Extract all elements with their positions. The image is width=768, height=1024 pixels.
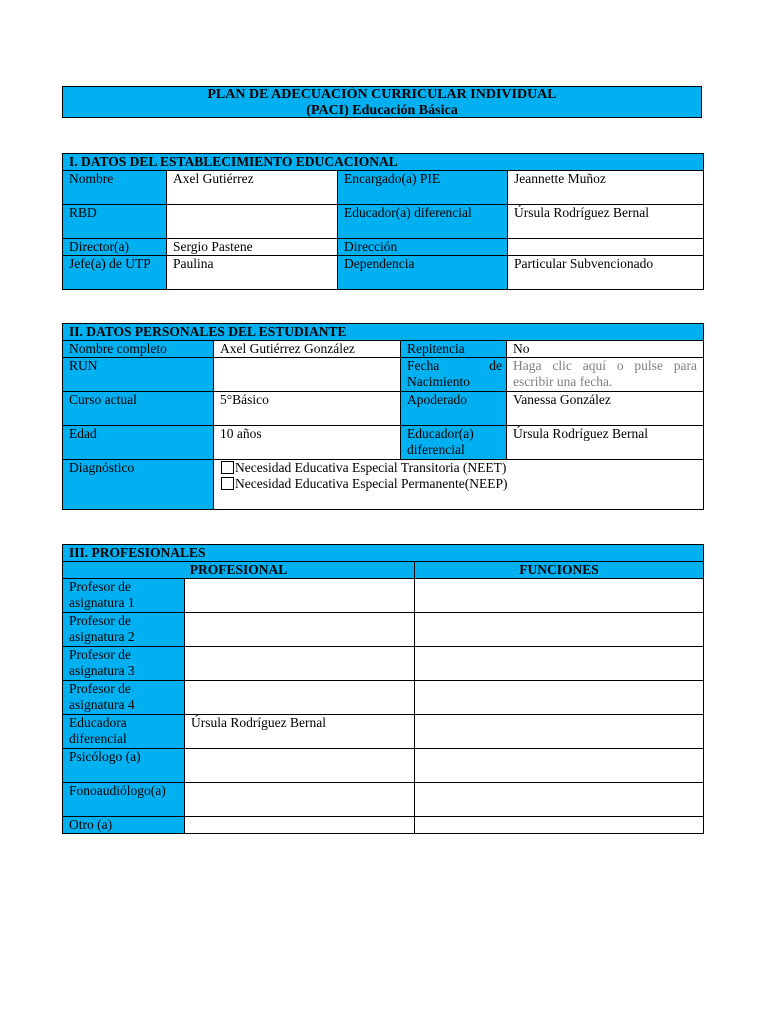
- role-label: Otro (a): [63, 817, 185, 834]
- table-row: [63, 681, 704, 715]
- diagnostico-label: Diagnóstico: [63, 460, 214, 510]
- professional-name[interactable]: [185, 613, 415, 647]
- professional-name[interactable]: [185, 647, 415, 681]
- student-table: [62, 323, 704, 510]
- table-row: [63, 715, 704, 749]
- neep-option[interactable]: [221, 476, 703, 492]
- professional-name[interactable]: [185, 783, 415, 817]
- section1-heading: I. DATOS DEL ESTABLECIMIENTO EDUCACIONAL: [63, 154, 704, 171]
- nombre-completo-label: Nombre completo: [63, 341, 214, 358]
- diagnostico-options: [214, 460, 704, 510]
- role-label: Psicólogo (a): [63, 749, 185, 783]
- title-line-2: (PACI) Educación Básica: [306, 103, 458, 118]
- educador-label-line2: diferencial: [407, 442, 465, 457]
- neep-label: Necesidad Educativa Especial Permanente(NEEP): [235, 476, 508, 491]
- educador-label: Educador(a) diferencial: [338, 205, 508, 239]
- role-label: Profesor de asignatura 1: [63, 579, 185, 613]
- neep-checkbox[interactable]: [221, 477, 234, 490]
- educador-label-line1: Educador(a): [407, 426, 474, 441]
- rbd-label: RBD: [63, 205, 167, 239]
- encargado-label: Encargado(a) PIE: [338, 171, 508, 205]
- section2-heading: II. DATOS PERSONALES DEL ESTUDIANTE: [63, 324, 704, 341]
- section3-heading: III. PROFESIONALES: [63, 545, 704, 562]
- neet-option[interactable]: [221, 460, 703, 476]
- educador-diferencial-label: [401, 426, 507, 460]
- curso-label: Curso actual: [63, 392, 214, 426]
- edad-value[interactable]: 10 años: [214, 426, 401, 460]
- rbd-value[interactable]: [167, 205, 338, 239]
- dependencia-value[interactable]: Particular Subvencionado: [508, 256, 704, 290]
- title-line-1: PLAN DE ADECUACIÓN CURRICULAR INDIVIDUAL: [207, 87, 557, 102]
- professional-name[interactable]: Úrsula Rodríguez Bernal: [185, 715, 415, 749]
- professional-functions[interactable]: [415, 817, 704, 834]
- column-header-profesional: PROFESIONAL: [63, 562, 415, 579]
- column-header-funciones: FUNCIONES: [415, 562, 704, 579]
- professionals-table: [62, 544, 704, 834]
- jefe-utp-label: Jefe(a) de UTP: [63, 256, 167, 290]
- table-row: [63, 817, 704, 834]
- professional-functions[interactable]: [415, 681, 704, 715]
- nombre-label: Nombre: [63, 171, 167, 205]
- role-label: Educadora diferencial: [63, 715, 185, 749]
- professional-functions[interactable]: [415, 647, 704, 681]
- dependencia-label: Dependencia: [338, 256, 508, 290]
- neet-label: Necesidad Educativa Especial Transitoria (NEET): [235, 460, 507, 475]
- educador-value[interactable]: Úrsula Rodríguez Bernal: [508, 205, 704, 239]
- nombre-completo-value[interactable]: Axel Gutiérrez González: [214, 341, 401, 358]
- table-row: [63, 613, 704, 647]
- establishment-table: [62, 153, 704, 290]
- table-row: [63, 647, 704, 681]
- run-value[interactable]: [214, 358, 401, 392]
- table-row: [63, 783, 704, 817]
- professional-functions[interactable]: [415, 715, 704, 749]
- table-row: [63, 579, 704, 613]
- neet-checkbox[interactable]: [221, 461, 234, 474]
- run-label: RUN: [63, 358, 214, 392]
- professional-functions[interactable]: [415, 783, 704, 817]
- role-label: Profesor de asignatura 4: [63, 681, 185, 715]
- professional-functions[interactable]: [415, 749, 704, 783]
- director-label: Director(a): [63, 239, 167, 256]
- role-label: Fonoaudiólogo(a): [63, 783, 185, 817]
- professional-name[interactable]: [185, 681, 415, 715]
- table-row: [63, 749, 704, 783]
- apoderado-label: Apoderado: [401, 392, 507, 426]
- fecha-label-word: Fecha: [407, 358, 440, 373]
- fecha-nacimiento-date-picker[interactable]: Haga clic aquí o pulse para escribir una fecha.: [507, 358, 704, 392]
- role-label: Profesor de asignatura 3: [63, 647, 185, 681]
- professional-name[interactable]: [185, 749, 415, 783]
- professional-name[interactable]: [185, 817, 415, 834]
- role-label: Profesor de asignatura 2: [63, 613, 185, 647]
- repitencia-label: Repitencia: [401, 341, 507, 358]
- fecha-label-de: de: [489, 358, 502, 373]
- fecha-label-nacimiento: Nacimiento: [407, 374, 470, 389]
- encargado-value[interactable]: Jeannette Muñoz: [508, 171, 704, 205]
- direccion-value[interactable]: [508, 239, 704, 256]
- document-title: [62, 86, 702, 118]
- fecha-nacimiento-label: [401, 358, 507, 392]
- jefe-utp-value[interactable]: Paulina: [167, 256, 338, 290]
- educador-diferencial-value[interactable]: Úrsula Rodríguez Bernal: [507, 426, 704, 460]
- direccion-label: Dirección: [338, 239, 508, 256]
- repitencia-value[interactable]: No: [507, 341, 704, 358]
- director-value[interactable]: Sergio Pastene: [167, 239, 338, 256]
- apoderado-value[interactable]: Vanessa González: [507, 392, 704, 426]
- professional-functions[interactable]: [415, 613, 704, 647]
- nombre-value[interactable]: Axel Gutiérrez: [167, 171, 338, 205]
- edad-label: Edad: [63, 426, 214, 460]
- curso-value[interactable]: 5°Básico: [214, 392, 401, 426]
- professional-name[interactable]: [185, 579, 415, 613]
- professional-functions[interactable]: [415, 579, 704, 613]
